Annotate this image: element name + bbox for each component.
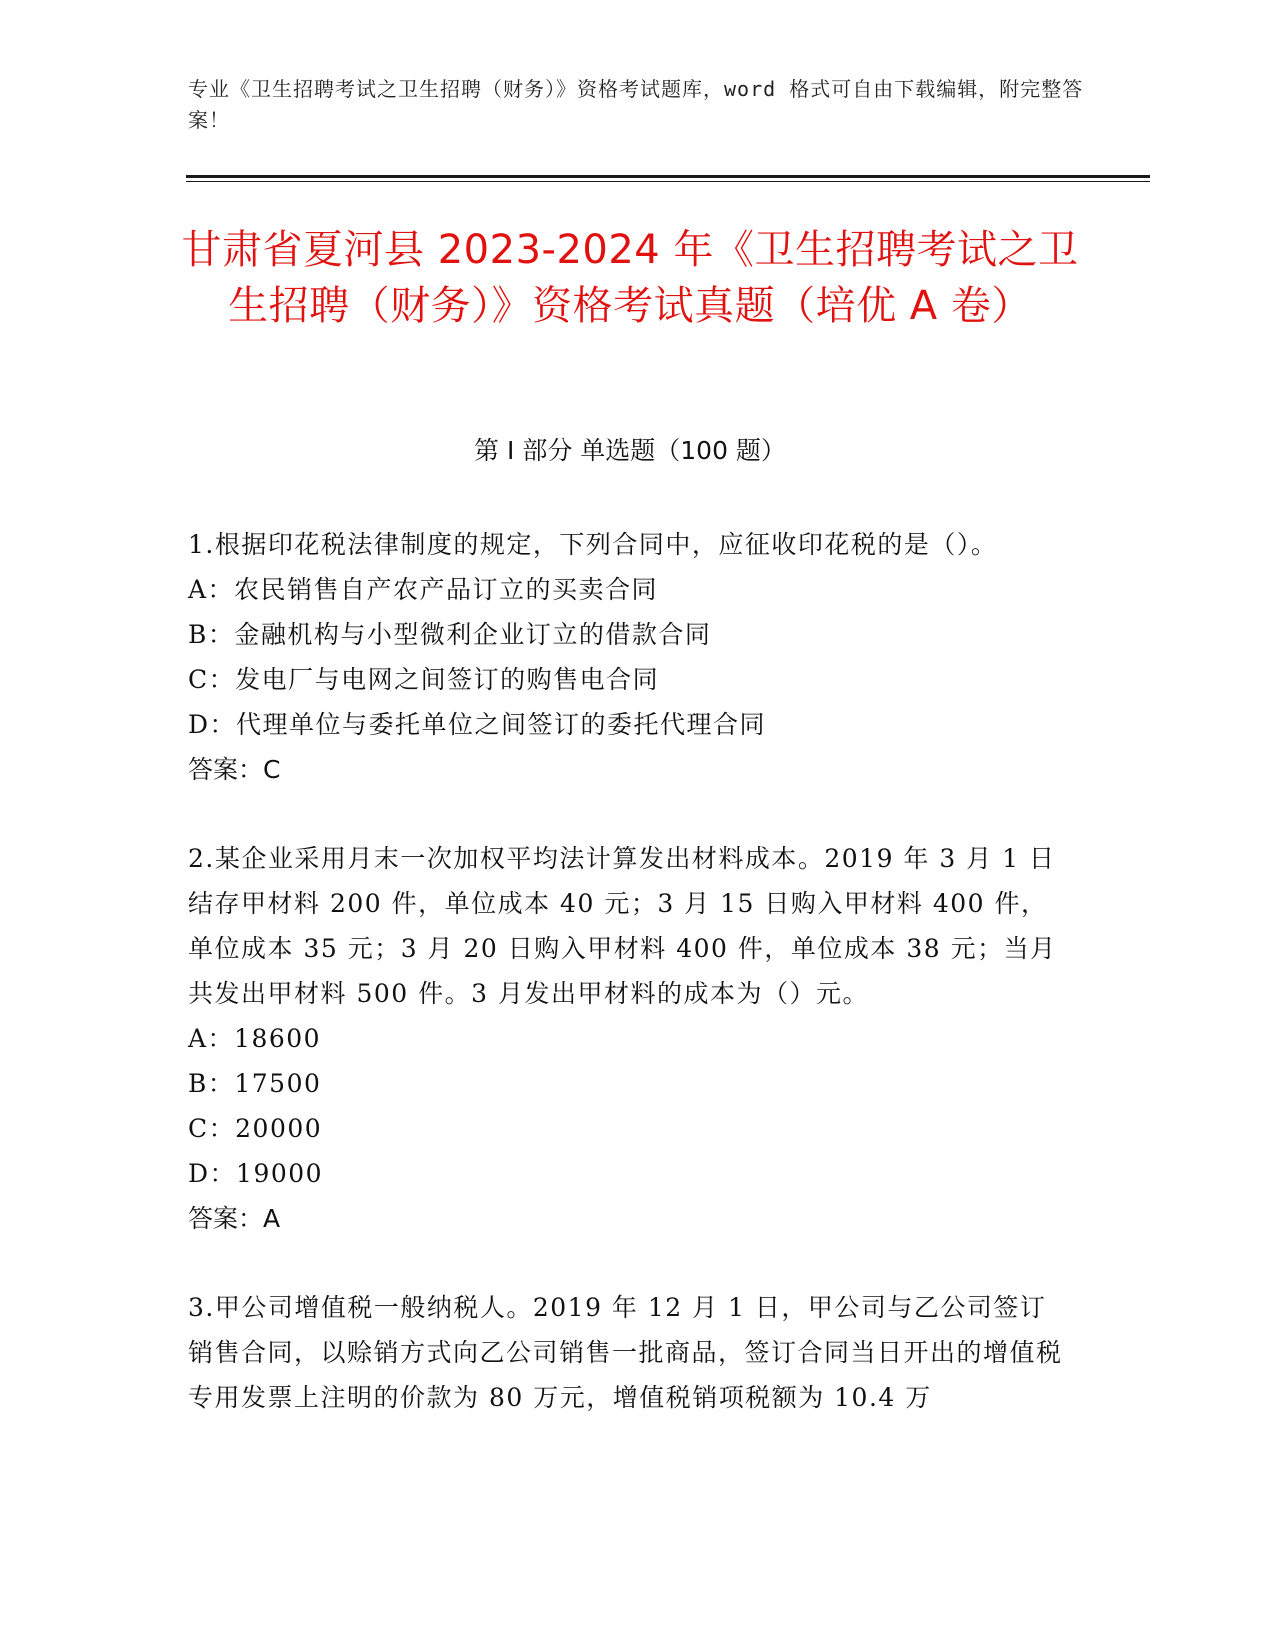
option-b: B：金融机构与小型微利企业订立的借款合同 — [188, 620, 712, 649]
question-stem: 3.甲公司增值税一般纳税人。2019 年 12 月 1 日，甲公司与乙公司签订销售合同，以赊销方式向乙公司销售一批商品，签订合同当日开出的增值税专用发票上注明的价款为 80 万元，增值税销项税额为 10.4 万 — [188, 1293, 1063, 1412]
option-c: C：20000 — [188, 1114, 323, 1143]
option-a: A：农民销售自产农产品订立的买卖合同 — [188, 575, 659, 604]
option-d: D：代理单位与委托单位之间签订的委托代理合同 — [188, 710, 767, 739]
answer: 答案：C — [188, 755, 281, 784]
section-heading: 第 I 部分 单选题（100 题） — [474, 436, 786, 465]
answer: 答案：A — [188, 1204, 281, 1233]
question-list — [188, 522, 1068, 1464]
question-2 — [188, 836, 1068, 1241]
header-divider-thick — [186, 175, 1150, 178]
question-1 — [188, 522, 1068, 792]
option-a: A：18600 — [188, 1024, 322, 1053]
option-b: B：17500 — [188, 1069, 322, 1098]
question-3 — [188, 1285, 1068, 1420]
document-title: 甘肃省夏河县 2023-2024 年《卫生招聘考试之卫生招聘（财务）》资格考试真题（培优 A 卷） — [181, 227, 1079, 329]
header-divider-thin — [186, 181, 1150, 182]
option-c: C：发电厂与电网之间签订的购售电合同 — [188, 665, 660, 694]
question-stem: 2.某企业采用月末一次加权平均法计算发出材料成本。2019 年 3 月 1 日结存甲材料 200 件，单位成本 40 元；3 月 15 日购入甲材料 400 件，单位成本 35 元；3 月 20 日购入甲材料 400 件，单位成本 38 元；当月共发出甲材料 500 件。3 月发出甲材料的成本为（）元。 — [188, 844, 1057, 1008]
question-stem: 1.根据印花税法律制度的规定，下列合同中，应征收印花税的是（）。 — [188, 530, 998, 559]
option-d: D：19000 — [188, 1159, 324, 1188]
header-note: 专业《卫生招聘考试之卫生招聘（财务）》资格考试题库，word 格式可自由下载编辑，附完整答案！ — [188, 77, 1084, 132]
